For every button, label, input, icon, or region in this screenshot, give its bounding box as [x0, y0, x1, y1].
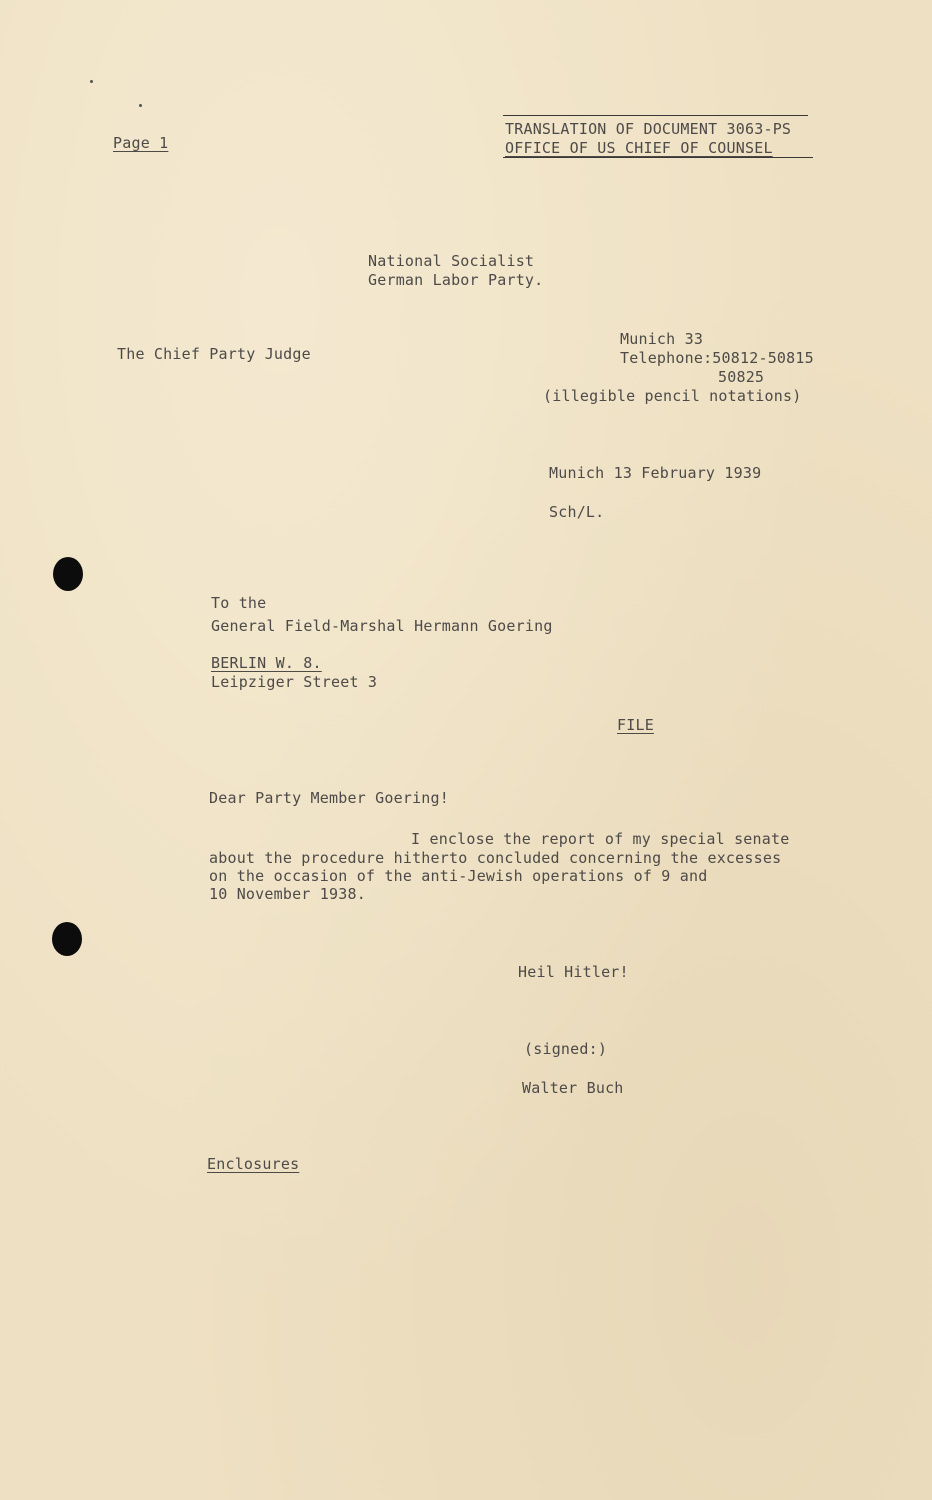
punch-hole-bottom [52, 922, 82, 956]
body-line-3: on the occasion of the anti-Jewish operations of 9 and [209, 867, 708, 885]
body-line-2: about the procedure hitherto concluded concerning the excesses [209, 849, 782, 867]
date-line: Munich 13 February 1939 [549, 464, 762, 482]
file-mark: FILE [617, 716, 654, 734]
body-line-4: 10 November 1938. [209, 885, 366, 903]
reference: Sch/L. [549, 503, 605, 521]
party-line-2: German Labor Party. [368, 271, 544, 289]
punch-hole-top [53, 557, 83, 591]
page-label: Page 1 [113, 134, 169, 152]
sender-title: The Chief Party Judge [117, 345, 311, 363]
contact-city: Munich 33 [620, 330, 704, 348]
signature: Walter Buch [522, 1079, 624, 1097]
contact-telephone-2: 50825 [718, 368, 765, 386]
paper-speck [90, 80, 93, 83]
recipient-name: Field-Marshal Hermann Goering [284, 617, 553, 635]
contact-note: (illegible pencil notations) [543, 387, 802, 405]
header-top-rule [503, 115, 808, 116]
recipient-street: Leipziger Street 3 [211, 673, 378, 691]
signed-note: (signed:) [524, 1040, 608, 1058]
header-line-1: TRANSLATION OF DOCUMENT 3063-PS [505, 120, 792, 138]
header-line-2: OFFICE OF US CHIEF OF COUNSEL [505, 139, 773, 157]
header-bottom-rule [503, 157, 813, 158]
body-line-1: I enclose the report of my special senate [411, 830, 790, 848]
paper-speck [139, 104, 142, 107]
recipient-city: BERLIN W. 8. [211, 654, 322, 672]
salutation: Dear Party Member Goering! [209, 789, 449, 807]
recipient-line-1: To the [211, 594, 267, 612]
enclosures-label: Enclosures [207, 1155, 300, 1173]
party-line-1: National Socialist [368, 252, 535, 270]
recipient-rank: General [211, 617, 276, 635]
contact-telephone: Telephone:50812-50815 [620, 349, 814, 367]
closing: Heil Hitler! [518, 963, 629, 981]
recipient-line-2 [211, 617, 553, 636]
